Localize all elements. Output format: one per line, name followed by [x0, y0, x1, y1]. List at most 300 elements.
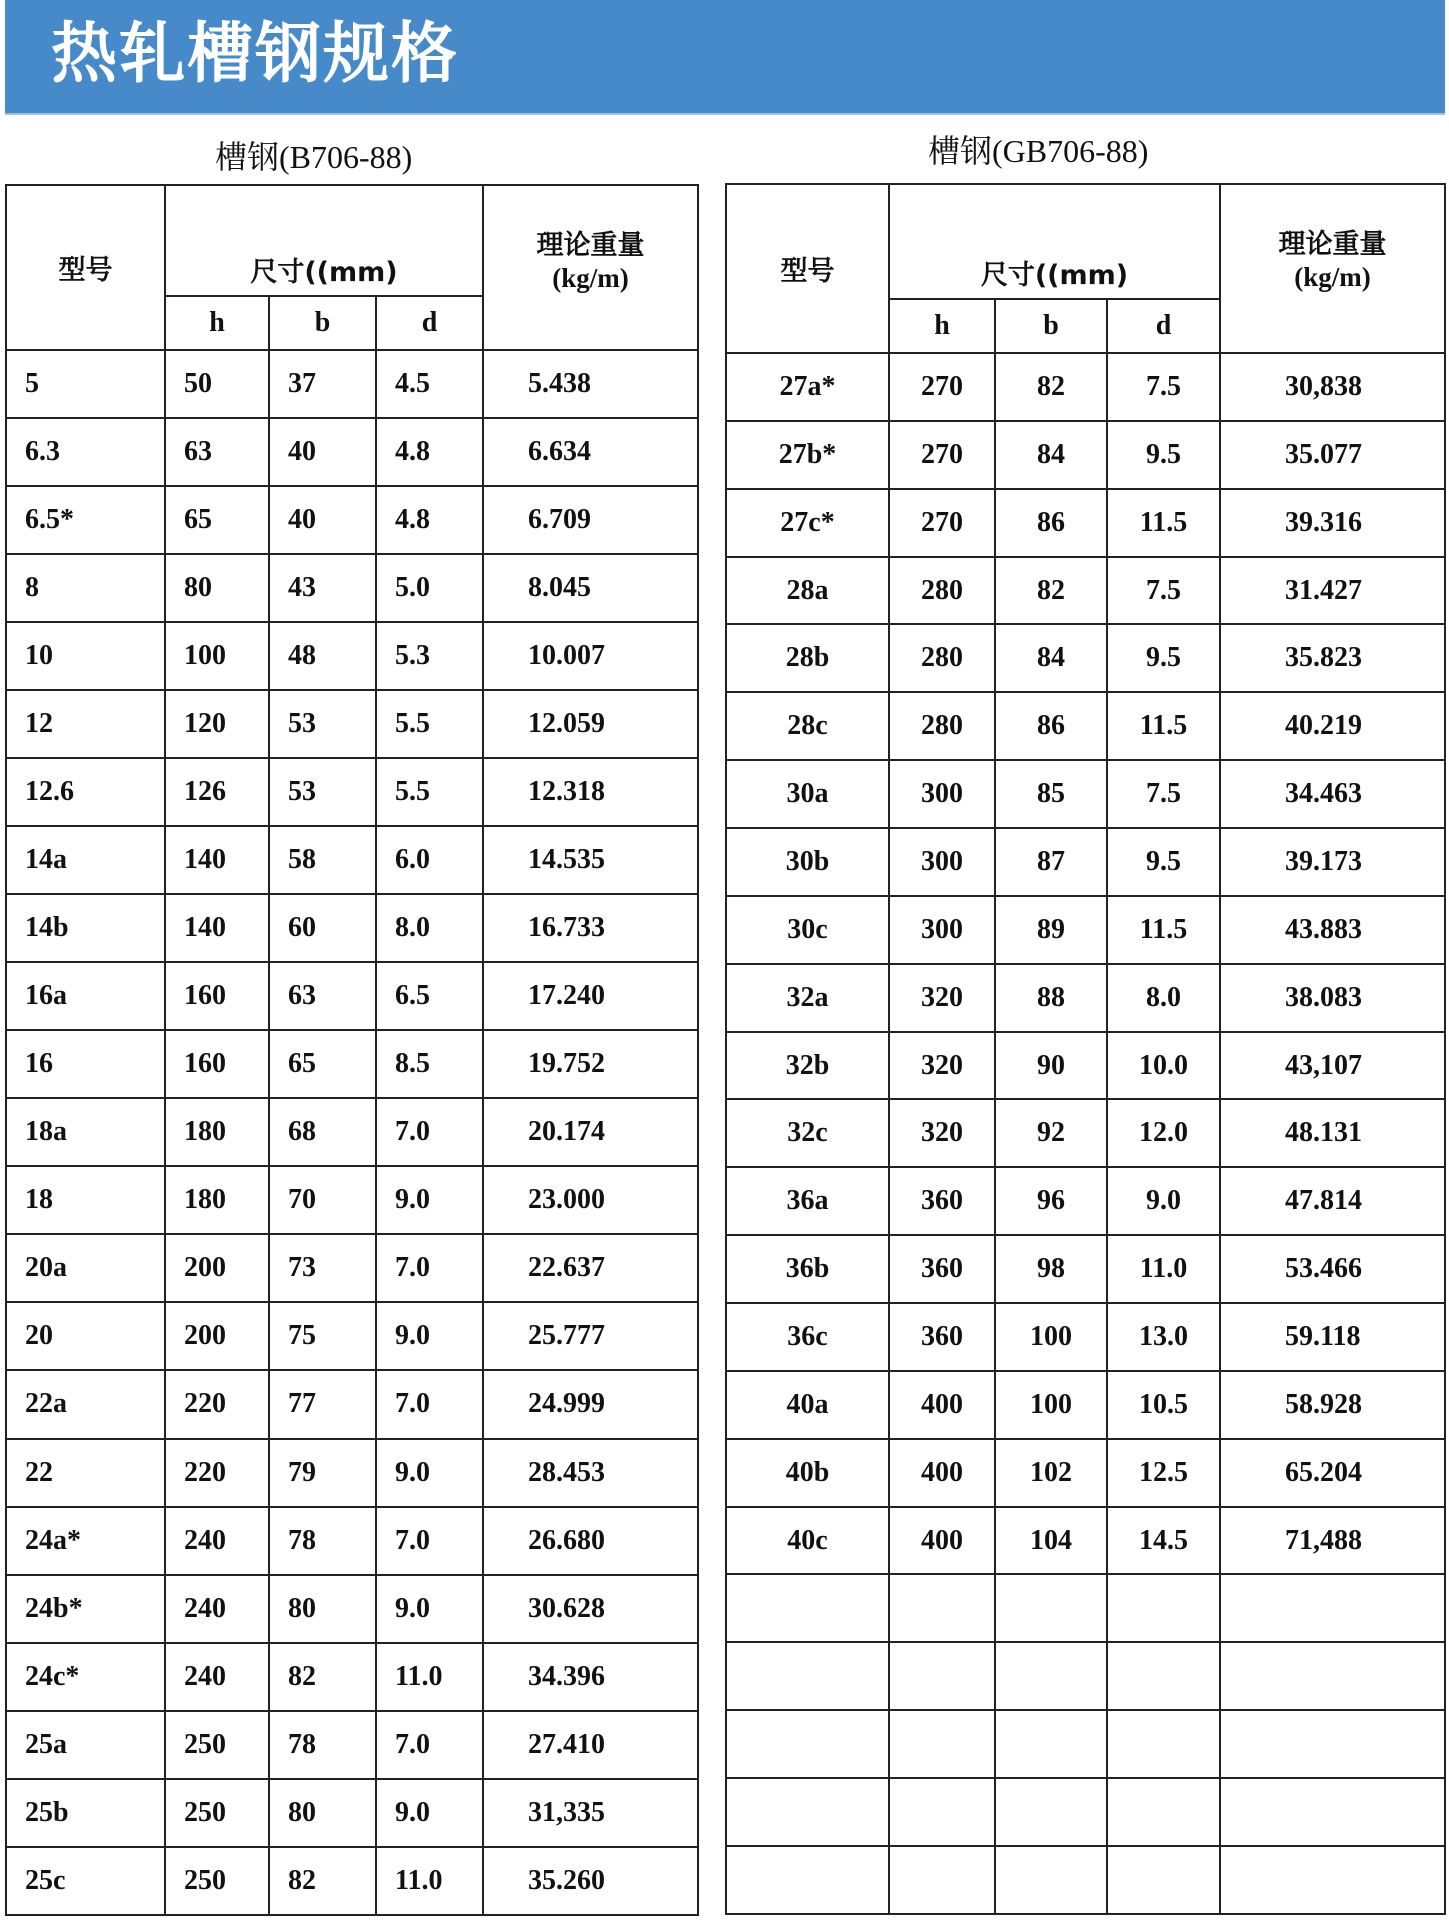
- model-cell: 16: [6, 1030, 165, 1098]
- model-cell: 24c*: [6, 1643, 165, 1711]
- model-cell: 24b*: [6, 1575, 165, 1643]
- weight-cell: 28.453: [483, 1439, 698, 1507]
- table-row: [6, 1234, 698, 1302]
- model-cell: 32c: [726, 1099, 889, 1167]
- weight-cell: 38.083: [1220, 964, 1445, 1032]
- h-cell: 280: [889, 557, 995, 625]
- h-cell: 250: [165, 1711, 269, 1779]
- model-cell: 20: [6, 1302, 165, 1370]
- model-cell: 27a*: [726, 353, 889, 421]
- d-cell: 9.0: [376, 1302, 483, 1370]
- b-cell: 104: [995, 1507, 1107, 1575]
- model-cell: [726, 1710, 889, 1778]
- b-cell: 82: [995, 353, 1107, 421]
- title-banner: [5, 0, 1445, 115]
- b-cell: 40: [269, 418, 376, 486]
- d-cell: 10.5: [1107, 1371, 1220, 1439]
- table-row: [726, 1439, 1445, 1507]
- h-cell: 360: [889, 1167, 995, 1235]
- d-cell: 14.5: [1107, 1507, 1220, 1575]
- weight-cell: 35.077: [1220, 421, 1445, 489]
- h-cell: [889, 1574, 995, 1642]
- h-cell: [889, 1642, 995, 1710]
- table-row: [726, 1574, 1445, 1642]
- b-cell: 60: [269, 894, 376, 962]
- weight-cell: 43.883: [1220, 896, 1445, 964]
- d-cell: 4.8: [376, 486, 483, 554]
- table-row: [6, 1711, 698, 1779]
- model-cell: 30c: [726, 896, 889, 964]
- model-cell: 25c: [6, 1847, 165, 1915]
- d-cell: [1107, 1642, 1220, 1710]
- model-cell: 12.6: [6, 758, 165, 826]
- b-cell: 98: [995, 1235, 1107, 1303]
- weight-cell: 58.928: [1220, 1371, 1445, 1439]
- h-cell: [889, 1846, 995, 1914]
- h-cell: 180: [165, 1098, 269, 1166]
- b-cell: 85: [995, 760, 1107, 828]
- table-row: [726, 964, 1445, 1032]
- weight-header: [483, 185, 698, 350]
- b-cell: 77: [269, 1370, 376, 1438]
- b-cell: 79: [269, 1439, 376, 1507]
- d-cell: 11.5: [1107, 489, 1220, 557]
- model-cell: [726, 1846, 889, 1914]
- d-cell: 8.5: [376, 1030, 483, 1098]
- table-row: [726, 828, 1445, 896]
- weight-cell: 34.396: [483, 1643, 698, 1711]
- b-cell: 68: [269, 1098, 376, 1166]
- weight-cell: 71,488: [1220, 1507, 1445, 1575]
- weight-cell: 48.131: [1220, 1099, 1445, 1167]
- table-row: [6, 690, 698, 758]
- b-cell: 65: [269, 1030, 376, 1098]
- table-row: [726, 1099, 1445, 1167]
- model-cell: 30a: [726, 760, 889, 828]
- model-cell: 24a*: [6, 1507, 165, 1575]
- h-cell: 320: [889, 964, 995, 1032]
- h-cell: 50: [165, 350, 269, 418]
- h-cell: 400: [889, 1507, 995, 1575]
- b-cell: 58: [269, 826, 376, 894]
- table-row: [6, 1507, 698, 1575]
- weight-cell: 19.752: [483, 1030, 698, 1098]
- h-cell: 400: [889, 1371, 995, 1439]
- weight-cell: 5.438: [483, 350, 698, 418]
- weight-cell: 39.316: [1220, 489, 1445, 557]
- weight-unit: (kg/m): [1294, 262, 1371, 292]
- weight-cell: 35.823: [1220, 624, 1445, 692]
- b-cell: 88: [995, 964, 1107, 1032]
- table-row: [6, 350, 698, 418]
- b-cell: 89: [995, 896, 1107, 964]
- d-cell: 11.5: [1107, 896, 1220, 964]
- d-cell: [1107, 1574, 1220, 1642]
- model-cell: 27b*: [726, 421, 889, 489]
- h-cell: 240: [165, 1575, 269, 1643]
- table-row: [6, 1370, 698, 1438]
- h-cell: 320: [889, 1032, 995, 1100]
- d-cell: 10.0: [1107, 1032, 1220, 1100]
- model-cell: 30b: [726, 828, 889, 896]
- h-cell: 240: [165, 1507, 269, 1575]
- weight-unit: (kg/m): [552, 263, 629, 293]
- h-cell: 300: [889, 760, 995, 828]
- h-cell: 360: [889, 1303, 995, 1371]
- model-cell: [726, 1778, 889, 1846]
- d-cell: [1107, 1710, 1220, 1778]
- h-header: h: [165, 296, 269, 350]
- b-cell: 96: [995, 1167, 1107, 1235]
- h-cell: 360: [889, 1235, 995, 1303]
- table-row: [726, 1032, 1445, 1100]
- d-cell: 7.0: [376, 1711, 483, 1779]
- left-spec-table: [5, 184, 699, 1916]
- weight-cell: 12.059: [483, 690, 698, 758]
- h-cell: 200: [165, 1234, 269, 1302]
- h-cell: 100: [165, 622, 269, 690]
- d-cell: 9.0: [1107, 1167, 1220, 1235]
- table-row: [726, 1371, 1445, 1439]
- b-cell: 90: [995, 1032, 1107, 1100]
- model-cell: 28b: [726, 624, 889, 692]
- header-row: [726, 184, 1445, 299]
- d-cell: 7.0: [376, 1098, 483, 1166]
- h-cell: 220: [165, 1439, 269, 1507]
- model-cell: 27c*: [726, 489, 889, 557]
- weight-cell: 65.204: [1220, 1439, 1445, 1507]
- h-cell: 65: [165, 486, 269, 554]
- model-cell: 28c: [726, 692, 889, 760]
- header-row: [6, 185, 698, 296]
- table-row: [6, 1575, 698, 1643]
- left-table-caption: 槽钢(B706-88): [215, 139, 413, 175]
- d-cell: 9.0: [376, 1575, 483, 1643]
- weight-cell: 14.535: [483, 826, 698, 894]
- table-row: [6, 1166, 698, 1234]
- model-cell: 20a: [6, 1234, 165, 1302]
- d-cell: [1107, 1778, 1220, 1846]
- weight-cell: 30,838: [1220, 353, 1445, 421]
- model-cell: 22a: [6, 1370, 165, 1438]
- right-spec-table: [725, 183, 1446, 1915]
- weight-cell: [1220, 1846, 1445, 1914]
- b-cell: 82: [269, 1847, 376, 1915]
- weight-header: [1220, 184, 1445, 353]
- b-cell: 78: [269, 1507, 376, 1575]
- table-row: [726, 421, 1445, 489]
- b-header: b: [269, 296, 376, 350]
- d-cell: 9.0: [376, 1166, 483, 1234]
- d-cell: 4.5: [376, 350, 483, 418]
- model-cell: 40c: [726, 1507, 889, 1575]
- table-row: [726, 1778, 1445, 1846]
- d-cell: 5.3: [376, 622, 483, 690]
- h-cell: 280: [889, 624, 995, 692]
- model-cell: 32a: [726, 964, 889, 1032]
- size-header: 尺寸((mm): [889, 184, 1220, 299]
- h-cell: 270: [889, 489, 995, 557]
- table-row: [726, 760, 1445, 828]
- b-cell: 87: [995, 828, 1107, 896]
- b-cell: 84: [995, 624, 1107, 692]
- weight-cell: 30.628: [483, 1575, 698, 1643]
- weight-cell: 35.260: [483, 1847, 698, 1915]
- d-cell: 9.5: [1107, 624, 1220, 692]
- model-cell: 10: [6, 622, 165, 690]
- weight-cell: 20.174: [483, 1098, 698, 1166]
- model-cell: 36c: [726, 1303, 889, 1371]
- b-cell: [995, 1778, 1107, 1846]
- table-row: [726, 557, 1445, 625]
- model-cell: 25b: [6, 1779, 165, 1847]
- d-cell: 7.5: [1107, 760, 1220, 828]
- model-cell: 16a: [6, 962, 165, 1030]
- d-cell: 6.5: [376, 962, 483, 1030]
- d-cell: 9.0: [376, 1779, 483, 1847]
- weight-cell: 47.814: [1220, 1167, 1445, 1235]
- table-row: [726, 1235, 1445, 1303]
- model-cell: 40b: [726, 1439, 889, 1507]
- h-cell: 240: [165, 1643, 269, 1711]
- d-cell: 9.5: [1107, 421, 1220, 489]
- weight-cell: 12.318: [483, 758, 698, 826]
- b-cell: [995, 1710, 1107, 1778]
- b-cell: 73: [269, 1234, 376, 1302]
- d-cell: 7.5: [1107, 353, 1220, 421]
- b-header: b: [995, 299, 1107, 353]
- weight-cell: 22.637: [483, 1234, 698, 1302]
- table-row: [726, 353, 1445, 421]
- d-cell: 7.0: [376, 1234, 483, 1302]
- table-row: [6, 758, 698, 826]
- weight-cell: 53.466: [1220, 1235, 1445, 1303]
- b-cell: 92: [995, 1099, 1107, 1167]
- weight-cell: 39.173: [1220, 828, 1445, 896]
- weight-cell: [1220, 1778, 1445, 1846]
- model-cell: 18a: [6, 1098, 165, 1166]
- h-cell: [889, 1710, 995, 1778]
- b-cell: 70: [269, 1166, 376, 1234]
- weight-cell: 40.219: [1220, 692, 1445, 760]
- size-header: 尺寸((mm): [165, 185, 483, 296]
- d-cell: 8.0: [1107, 964, 1220, 1032]
- h-cell: 220: [165, 1370, 269, 1438]
- d-cell: 8.0: [376, 894, 483, 962]
- b-cell: 40: [269, 486, 376, 554]
- h-cell: [889, 1778, 995, 1846]
- h-cell: 180: [165, 1166, 269, 1234]
- d-header: d: [376, 296, 483, 350]
- h-cell: 300: [889, 896, 995, 964]
- weight-cell: 26.680: [483, 1507, 698, 1575]
- table-row: [726, 1642, 1445, 1710]
- d-cell: 13.0: [1107, 1303, 1220, 1371]
- h-cell: 250: [165, 1779, 269, 1847]
- d-cell: 7.5: [1107, 557, 1220, 625]
- table-row: [6, 1779, 698, 1847]
- d-cell: 7.0: [376, 1507, 483, 1575]
- model-cell: 6.5*: [6, 486, 165, 554]
- weight-cell: 6.709: [483, 486, 698, 554]
- b-cell: 80: [269, 1779, 376, 1847]
- table-row: [6, 486, 698, 554]
- h-cell: 270: [889, 421, 995, 489]
- h-cell: 140: [165, 826, 269, 894]
- b-cell: [995, 1574, 1107, 1642]
- weight-cell: 6.634: [483, 418, 698, 486]
- b-cell: 102: [995, 1439, 1107, 1507]
- table-row: [6, 418, 698, 486]
- table-row: [726, 1507, 1445, 1575]
- weight-cell: 31,335: [483, 1779, 698, 1847]
- d-cell: 5.5: [376, 758, 483, 826]
- h-cell: 280: [889, 692, 995, 760]
- table-row: [6, 1439, 698, 1507]
- page-title: 热轧槽钢规格: [51, 15, 459, 92]
- b-cell: 82: [995, 557, 1107, 625]
- table-row: [6, 1302, 698, 1370]
- weight-cell: 43,107: [1220, 1032, 1445, 1100]
- table-row: [726, 896, 1445, 964]
- b-cell: 86: [995, 489, 1107, 557]
- b-cell: 63: [269, 962, 376, 1030]
- model-cell: 36a: [726, 1167, 889, 1235]
- d-cell: [1107, 1846, 1220, 1914]
- weight-cell: 10.007: [483, 622, 698, 690]
- model-cell: 18: [6, 1166, 165, 1234]
- right-table-caption: 槽钢(GB706-88): [928, 133, 1149, 169]
- h-cell: 320: [889, 1099, 995, 1167]
- table-row: [6, 1098, 698, 1166]
- b-cell: [995, 1642, 1107, 1710]
- weight-cell: 59.118: [1220, 1303, 1445, 1371]
- model-cell: 8: [6, 554, 165, 622]
- model-cell: 25a: [6, 1711, 165, 1779]
- d-cell: 9.5: [1107, 828, 1220, 896]
- d-cell: 11.0: [1107, 1235, 1220, 1303]
- d-cell: 11.0: [376, 1847, 483, 1915]
- h-cell: 160: [165, 1030, 269, 1098]
- table-row: [6, 826, 698, 894]
- d-cell: 12.5: [1107, 1439, 1220, 1507]
- weight-cell: [1220, 1710, 1445, 1778]
- b-cell: 75: [269, 1302, 376, 1370]
- weight-label: 理论重量: [536, 230, 645, 261]
- h-cell: 126: [165, 758, 269, 826]
- d-cell: 11.0: [376, 1643, 483, 1711]
- weight-cell: 34.463: [1220, 760, 1445, 828]
- b-cell: 80: [269, 1575, 376, 1643]
- d-cell: 5.0: [376, 554, 483, 622]
- weight-cell: 23.000: [483, 1166, 698, 1234]
- b-cell: 84: [995, 421, 1107, 489]
- h-cell: 160: [165, 962, 269, 1030]
- table-row: [726, 624, 1445, 692]
- model-cell: 5: [6, 350, 165, 418]
- weight-cell: 31.427: [1220, 557, 1445, 625]
- weight-cell: 27.410: [483, 1711, 698, 1779]
- weight-cell: 16.733: [483, 894, 698, 962]
- model-cell: 28a: [726, 557, 889, 625]
- b-cell: 78: [269, 1711, 376, 1779]
- h-cell: 400: [889, 1439, 995, 1507]
- model-cell: 40a: [726, 1371, 889, 1439]
- h-cell: 63: [165, 418, 269, 486]
- d-cell: 12.0: [1107, 1099, 1220, 1167]
- h-cell: 120: [165, 690, 269, 758]
- table-row: [6, 962, 698, 1030]
- table-row: [726, 1846, 1445, 1914]
- table-row: [6, 894, 698, 962]
- b-cell: 100: [995, 1303, 1107, 1371]
- d-cell: 5.5: [376, 690, 483, 758]
- h-cell: 80: [165, 554, 269, 622]
- model-cell: [726, 1642, 889, 1710]
- weight-cell: [1220, 1574, 1445, 1642]
- h-header: h: [889, 299, 995, 353]
- model-header: 型号: [726, 184, 889, 353]
- model-header: 型号: [6, 185, 165, 350]
- model-cell: 14a: [6, 826, 165, 894]
- b-cell: 86: [995, 692, 1107, 760]
- b-cell: [995, 1846, 1107, 1914]
- d-cell: 9.0: [376, 1439, 483, 1507]
- b-cell: 37: [269, 350, 376, 418]
- model-cell: 36b: [726, 1235, 889, 1303]
- h-cell: 270: [889, 353, 995, 421]
- table-row: [6, 1030, 698, 1098]
- table-row: [726, 1167, 1445, 1235]
- d-cell: 7.0: [376, 1370, 483, 1438]
- b-cell: 53: [269, 690, 376, 758]
- d-header: d: [1107, 299, 1220, 353]
- model-cell: 14b: [6, 894, 165, 962]
- weight-cell: [1220, 1642, 1445, 1710]
- table-row: [6, 1847, 698, 1915]
- weight-cell: 17.240: [483, 962, 698, 1030]
- model-cell: 22: [6, 1439, 165, 1507]
- model-cell: 12: [6, 690, 165, 758]
- model-cell: 6.3: [6, 418, 165, 486]
- d-cell: 4.8: [376, 418, 483, 486]
- model-cell: [726, 1574, 889, 1642]
- b-cell: 43: [269, 554, 376, 622]
- b-cell: 48: [269, 622, 376, 690]
- b-cell: 53: [269, 758, 376, 826]
- weight-cell: 8.045: [483, 554, 698, 622]
- model-cell: 32b: [726, 1032, 889, 1100]
- table-row: [726, 692, 1445, 760]
- table-row: [6, 554, 698, 622]
- b-cell: 100: [995, 1371, 1107, 1439]
- b-cell: 82: [269, 1643, 376, 1711]
- table-row: [726, 489, 1445, 557]
- weight-cell: 25.777: [483, 1302, 698, 1370]
- d-cell: 6.0: [376, 826, 483, 894]
- d-cell: 11.5: [1107, 692, 1220, 760]
- table-row: [6, 622, 698, 690]
- table-row: [726, 1710, 1445, 1778]
- h-cell: 300: [889, 828, 995, 896]
- h-cell: 250: [165, 1847, 269, 1915]
- weight-cell: 24.999: [483, 1370, 698, 1438]
- table-row: [726, 1303, 1445, 1371]
- weight-label: 理论重量: [1278, 229, 1387, 260]
- h-cell: 200: [165, 1302, 269, 1370]
- h-cell: 140: [165, 894, 269, 962]
- table-row: [6, 1643, 698, 1711]
